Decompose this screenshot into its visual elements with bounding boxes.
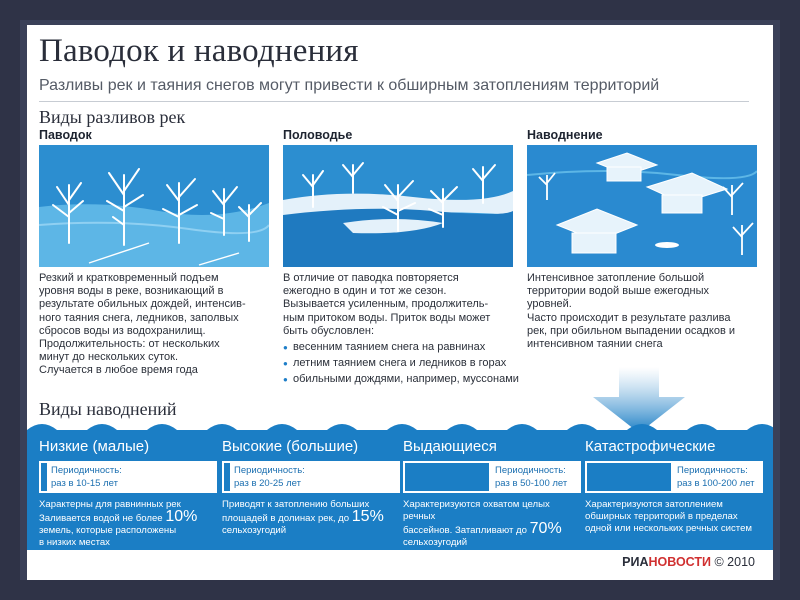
desc-line: в низких местах [39, 537, 110, 548]
desc-line: Продолжительность: от нескольких [39, 338, 220, 351]
periodicity-label: Периодичность: [495, 465, 566, 476]
rivers-section-heading: Виды разливов рек [39, 107, 186, 127]
flood-type-name: Высокие (большие) [222, 438, 359, 455]
desc-line: площадей в долинах рек, до [222, 513, 350, 524]
desc-line: обширных территорий в пределах [585, 511, 738, 522]
periodicity-value: раз в 50-100 лет [495, 478, 568, 489]
desc-line: быть обусловлен: [283, 324, 375, 337]
band-wave [27, 408, 773, 432]
desc-line: Часто происходит в результате разлива [527, 311, 731, 324]
list-item: ● весенним таянием снега на равнинах [283, 341, 519, 354]
periodicity-label: Периодичность: [51, 465, 122, 476]
desc-line: земель, которые расположены [39, 525, 177, 536]
desc-line: Случается в любое время года [39, 364, 198, 377]
list-item: ● летним таянием снега и ледников в горах [283, 357, 519, 370]
desc-line: уровня воды в реке, возникающий в [39, 285, 224, 298]
brand-ria: РИА [622, 555, 649, 569]
periodicity-value: раз в 100-200 лет [677, 478, 755, 489]
highwater-description [283, 272, 519, 387]
inundation-description [527, 272, 763, 351]
periodicity-box [585, 461, 763, 493]
desc-line: сельхозугодий [222, 525, 287, 536]
list-item: ● обильными дождями, например, муссонами [283, 373, 519, 386]
desc-line: сельхозугодий [403, 537, 468, 548]
periodicity-bar [587, 463, 671, 491]
percent-value: 70% [529, 520, 562, 537]
desc-line: Характеризуются затоплением [585, 499, 723, 510]
desc-line: Интенсивное затопление большой [527, 272, 705, 284]
desc-line: ным притоком воды. Приток воды может [283, 311, 491, 324]
highwater-illustration [283, 145, 513, 267]
flood-type-name: Выдающиеся [403, 438, 497, 455]
flood-type-low [39, 438, 219, 549]
desc-line: Резкий и кратковременный подъем [39, 272, 219, 284]
desc-line: ежегодно в один и тот же сезон. [283, 285, 447, 298]
desc-line: сбросов воды из водохранилищ. [39, 324, 206, 337]
desc-line: В отличие от паводка повторяется [283, 272, 459, 284]
flood-type-catastrophic [585, 438, 765, 535]
flood-type-high [222, 438, 402, 537]
inundation-illustration [527, 145, 757, 267]
desc-line: одной или нескольких речных систем [585, 523, 753, 534]
desc-line: рек, при обильном выпадении осадков и [527, 324, 735, 337]
copyright: © 2010 [714, 555, 755, 569]
periodicity-label: Периодичность: [677, 465, 748, 476]
periodicity-box [39, 461, 217, 493]
desc-line: уровней. [527, 298, 572, 311]
flashflood-description [39, 272, 275, 378]
desc-line: Характерны для равнинных рек [39, 499, 181, 510]
periodicity-label: Периодичность: [234, 465, 305, 476]
flood-type-name: Катастрофические [585, 438, 716, 455]
flood-type-description [39, 499, 219, 549]
column-heading-highwater: Половодье [283, 128, 353, 142]
desc-line: интенсивном таянии снега [527, 338, 663, 351]
flood-type-description [403, 499, 583, 549]
periodicity-value: раз в 20-25 лет [234, 478, 301, 489]
periodicity-bar [224, 463, 230, 491]
periodicity-bar [405, 463, 489, 491]
flood-type-name: Низкие (малые) [39, 438, 150, 455]
brand-novosti: НОВОСТИ [648, 555, 712, 569]
periodicity-box [222, 461, 400, 493]
title-divider [39, 101, 749, 102]
page-subtitle: Разливы рек и таяния снегов могут привести к обширным затоплениям территорий [39, 77, 660, 94]
highwater-causes-list [283, 341, 519, 387]
desc-line: Вызывается усиленным, продолжитель- [283, 298, 489, 311]
page-title: Паводок и наводнения [39, 33, 359, 69]
flashflood-illustration [39, 145, 269, 267]
percent-value: 10% [165, 508, 198, 525]
desc-line: бассейнов. Затапливают до [403, 525, 527, 536]
periodicity-value: раз в 10-15 лет [51, 478, 118, 489]
desc-line: Приводят к затоплению больших [222, 499, 370, 510]
infographic-page [27, 25, 773, 580]
desc-line: Заливается водой не более [39, 513, 163, 524]
desc-line: ного таяния снега, ледников, заполвых [39, 311, 239, 324]
publisher-credit [622, 555, 755, 569]
floods-section-heading: Виды наводнений [39, 399, 177, 419]
flood-type-description [585, 499, 765, 535]
desc-line: результате обильных дождей, интенсив- [39, 298, 246, 311]
periodicity-box [403, 461, 581, 493]
desc-line: территории водой выше ежегодных [527, 285, 710, 298]
column-heading-inundation: Наводнение [527, 128, 603, 142]
desc-line: минут до нескольких суток. [39, 351, 179, 364]
percent-value: 15% [351, 508, 384, 525]
periodicity-bar [41, 463, 47, 491]
desc-line: Характеризуются охватом целых речных [403, 499, 550, 522]
flood-type-outstanding [403, 438, 583, 549]
flood-type-description [222, 499, 402, 537]
column-heading-flashflood: Паводок [39, 128, 92, 142]
